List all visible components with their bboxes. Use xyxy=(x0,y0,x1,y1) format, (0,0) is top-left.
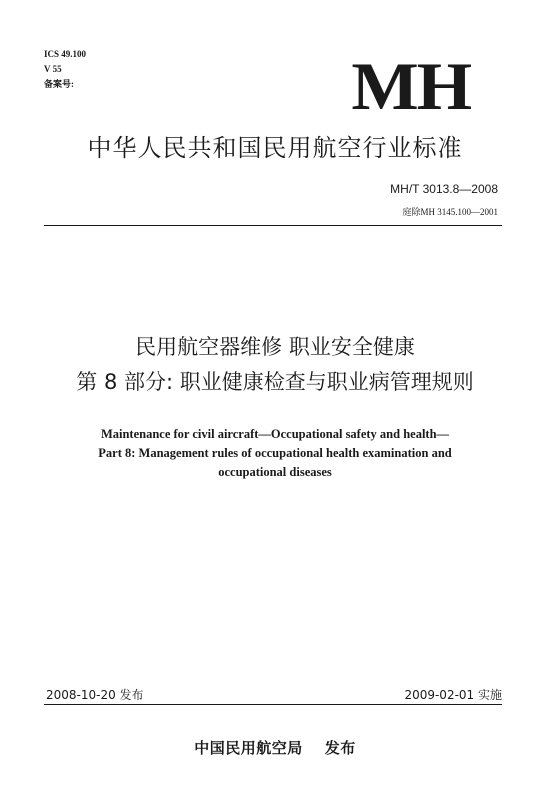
standard-category-title: 中华人民共和国民用航空行业标准 xyxy=(87,134,463,162)
english-title-line-3: occupational diseases xyxy=(218,465,332,479)
publisher-line xyxy=(0,737,550,758)
chinese-title-line-2: 第 8 部分: 职业健康检查与职业病管理规则 xyxy=(76,370,474,394)
publish-action: 发布 xyxy=(324,739,356,757)
english-title-line-2: Part 8: Management rules of occupational health examination and xyxy=(98,446,452,460)
top-divider xyxy=(44,225,502,226)
record-number-label: 备案号: xyxy=(44,79,74,89)
standard-number: MH/T 3013.8—2008 xyxy=(390,182,498,196)
english-title-line-1: Maintenance for civil aircraft—Occupational safety and health— xyxy=(100,427,450,441)
ics-code: ICS 49.100 xyxy=(44,49,87,59)
mh-logo: MH xyxy=(351,48,470,124)
replaces-standard: 庭除MH 3145.100—2001 xyxy=(402,207,498,217)
publisher-name: 中国民用航空局 xyxy=(194,739,303,757)
chinese-title-line-1: 民用航空器维修 职业安全健康 xyxy=(135,335,415,359)
classification-block xyxy=(44,47,86,92)
classification-code: V 55 xyxy=(44,64,62,74)
bottom-divider xyxy=(44,704,502,705)
effective-date: 2009-02-01 实施 xyxy=(404,688,502,702)
issue-date: 2008-10-20 发布 xyxy=(46,688,144,702)
english-title xyxy=(0,425,550,482)
